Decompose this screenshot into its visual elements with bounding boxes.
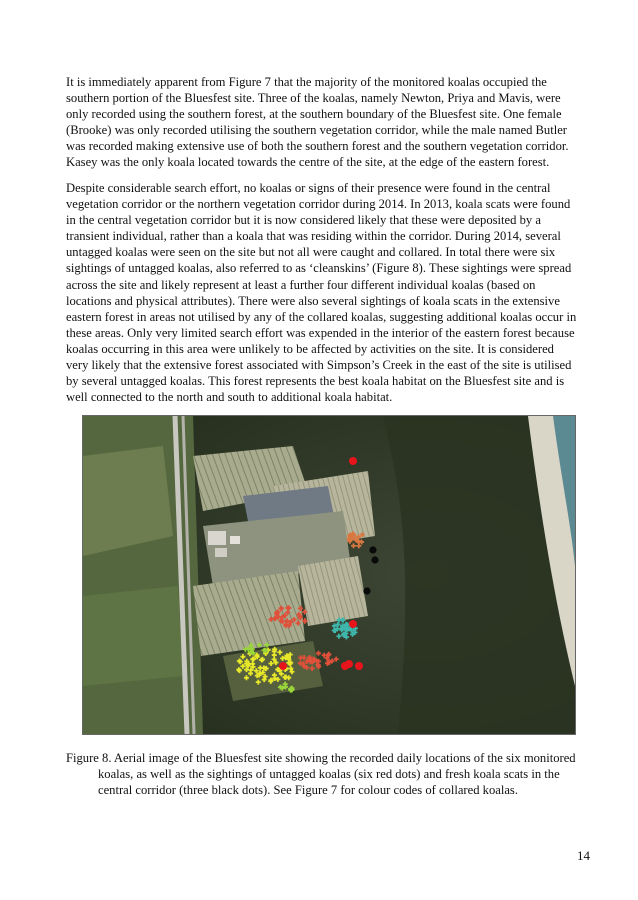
paragraph-1: It is immediately apparent from Figure 7 that the majority of the monitored koalas occupied the southern portion of the Bluesfest site. Three of the koalas, namely Newton, Priya and Mavis, were only recorded using the southern forest, at the southern boundary of the Bluesfest site. One female (Brooke) was only recorded utilising the southern vegetation corridor, while the male named Butler was recorded making extensive use of both the southern forest and the southern vegetation corridor. Kasey was the only koala located towards the centre of the site, at the edge of the eastern forest. (66, 75, 569, 170)
page-number: 14 (577, 848, 590, 863)
paragraph-2: Despite considerable search effort, no koalas or signs of their presence were found in the central vegetation corridor or the northern vegetation corridor during 2014. In 2013, koala scats were found in the central vegetation corridor but it is now considered likely that these were deposited by a transient individual, rather than a koala that was residing within the corridor. During 2014, several untagged koalas were seen on the site but not all were caught and collared. In total there were six sightings of untagged koalas, also referred to as ‘cleanskins’ (Figure 8). These sightings were spread across the site and likely represent at least a further four different individual koalas (based on locations and physical attributes). There were also several sightings of koala scats in the extensive eastern forest in areas not utilised by any of the collared koalas, suggesting additional koalas occur in these areas. Only very limited search effort was expended in the interior of the eastern forest because koalas occurring in this area were unlikely to be affected by activities on the site. It is considered very likely that the extensive forest associated with Simpson’s Creek in the east of the site is utilised by several untagged koalas. This forest represents the best koala habitat on the Bluesfest site and is well connected to the north and south to additional koala habitat. (66, 181, 577, 405)
untagged-koala-dot (355, 662, 363, 670)
untagged-koala-dot (349, 457, 357, 465)
aerial-map (83, 416, 575, 734)
untagged-koala-dot (349, 620, 357, 628)
koala-scat-dot (371, 556, 378, 563)
figure-caption: Figure 8. Aerial image of the Bluesfest site showing the recorded daily locations of the six monitored koalas, as well as the sightings of untagged koalas (six red dots) and fresh koala scats in the central corridor (three black dots). See Figure 7 for colour codes of collared koalas. (66, 751, 576, 798)
aerial-figure-image (82, 415, 576, 735)
untagged-koala-dot (345, 660, 353, 668)
untagged-koala-dot (279, 662, 287, 670)
koala-scat-dot (369, 546, 376, 553)
koala-scat-dot (363, 587, 370, 594)
